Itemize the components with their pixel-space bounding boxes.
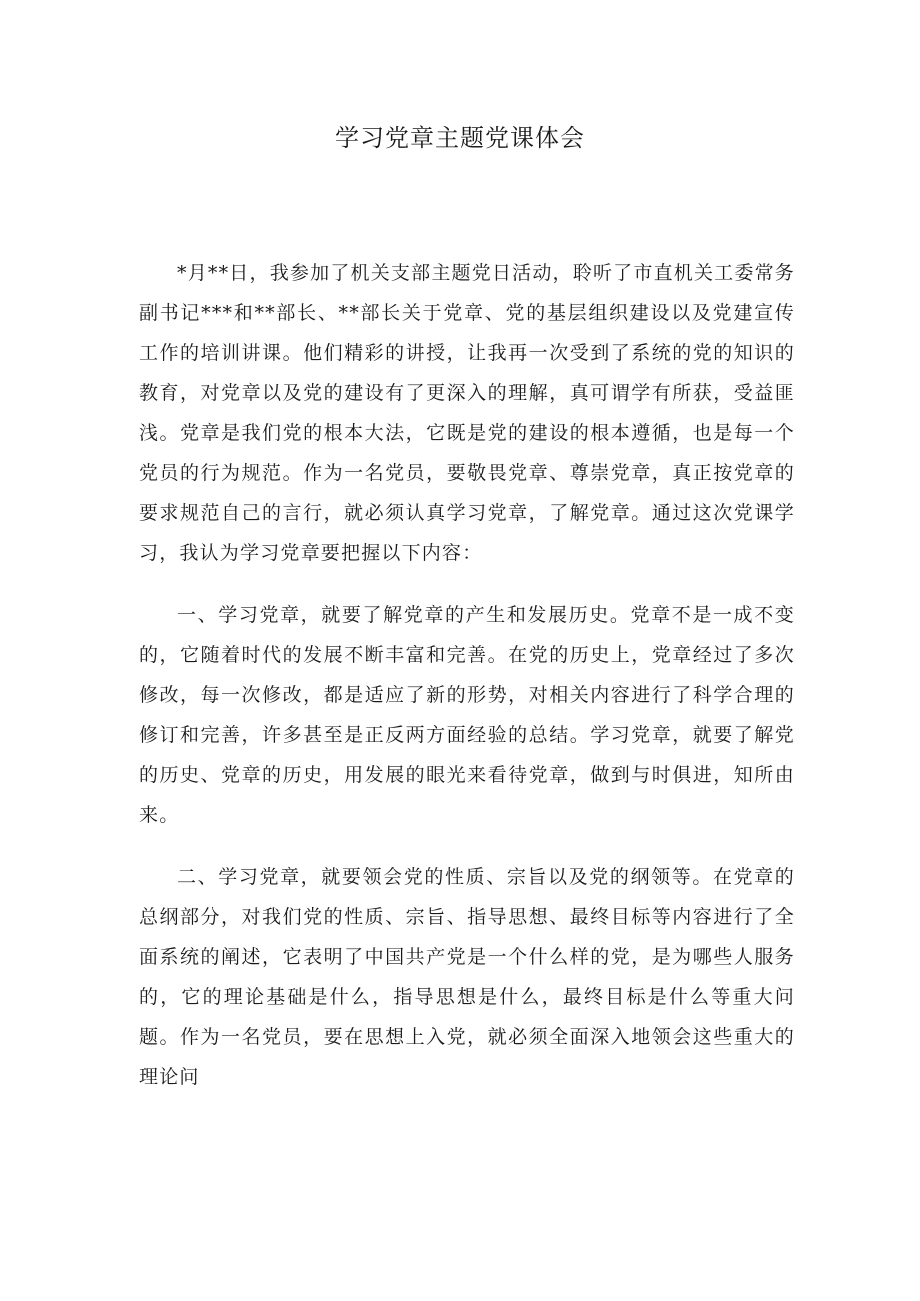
- document-title: 学习党章主题党课体会: [335, 124, 585, 152]
- paragraph-intro: *月**日，我参加了机关支部主题党日活动，聆听了市直机关工委常务副书记***和**部长、**部长关于党章、党的基层组织建设以及党建宣传工作的培训讲课。他们精彩的讲授，让我再一次受到了系统的党的知识的教育，对党章以及党的建设有了更深入的理解，真可谓学有所获，受益匪浅。党章是我们党的根本大法，它既是党的建设的根本遵循，也是每一个党员的行为规范。作为一名党员，要敬畏党章、尊崇党章，真正按党章的要求规范自己的言行，就必须认真学习党章，了解党章。通过这次党课学习，我认为学习党章要把握以下内容：: [139, 262, 795, 564]
- document-body: [139, 253, 795, 1119]
- paragraph-point-two: 二、学习党章，就要领会党的性质、宗旨以及党的纲领等。在党章的总纲部分，对我们党的性质、宗旨、指导思想、最终目标等内容进行了全面系统的阐述，它表明了中国共产党是一个什么样的党，是为哪些人服务的，它的理论基础是什么，指导思想是什么，最终目标是什么等重大问题。作为一名党员，要在思想上入党，就必须全面深入地领会这些重大的理论问: [139, 866, 795, 1088]
- paragraph-point-one: 一、学习党章，就要了解党章的产生和发展历史。党章不是一成不变的，它随着时代的发展不断丰富和完善。在党的历史上，党章经过了多次修改，每一次修改，都是适应了新的形势，对相关内容进行了科学合理的修订和完善，许多甚至是正反两方面经验的总结。学习党章，就要了解党的历史、党章的历史，用发展的眼光来看待党章，做到与时俱进，知所由来。: [139, 604, 795, 826]
